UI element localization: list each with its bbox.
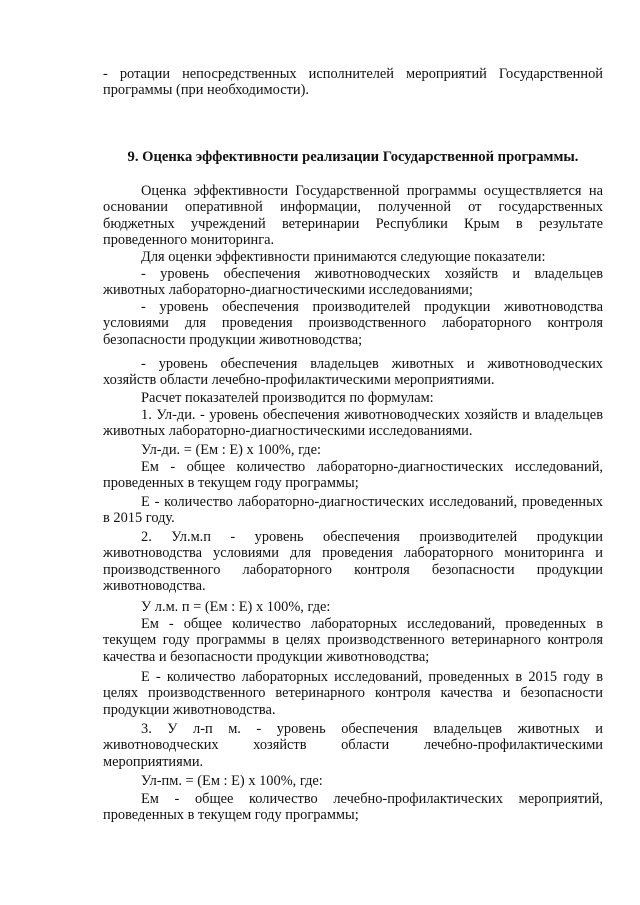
- paragraph-formulas-intro: Расчет показателей производится по формулам:: [141, 390, 434, 406]
- intro-list-item: - ротации непосредственных исполнителей мероприятий Государственной программы (при необходимости).: [103, 66, 603, 99]
- section-heading: 9. Оценка эффективности реализации Государственной программы.: [127, 149, 579, 165]
- formula-2-description: 2. Ул.м.п - уровень обеспечения производителей продукции животноводства условиями для проведения лабораторного мониторинга и производственного лабораторного контроля безопасности продукции животноводства.: [103, 529, 603, 595]
- paragraph-1: Оценка эффективности Государственной программы осуществляется на основании оперативной информации, полученной от государственных бюджетных учреждений ветеринарии Республики Крым в результате проведенного мониторинга.: [103, 183, 603, 249]
- formula-3: Ул-пм. = (Ем : Е) х 100%, где:: [141, 773, 323, 789]
- formula-2-e-definition: Е - количество лабораторных исследований, проведенных в 2015 году в целях производственного ветеринарного контроля качества и безопасности продукции животноводства.: [103, 669, 603, 718]
- formula-2: У л.м. п = (Ем : Е) х 100%, где:: [141, 599, 331, 615]
- indicator-list-item-3: - уровень обеспечения владельцев животных и животноводческих хозяйств области лечебно-профилактическими мероприятиями.: [103, 356, 603, 389]
- formula-3-description: 3. У л-п м. - уровень обеспечения владельцев животных и животноводческих хозяйств области лечебно-профилактическими мероприятиями.: [103, 721, 603, 770]
- indicator-list-item-2: - уровень обеспечения производителей продукции животноводства условиями для проведения производственного лабораторного контроля безопасности продукции животноводства;: [103, 299, 603, 348]
- formula-3-em-definition: Ем - общее количество лечебно-профилактических мероприятий, проведенных в текущем году программы;: [103, 791, 603, 824]
- formula-2-em-definition: Ем - общее количество лабораторных исследований, проведенных в текущем году программы в целях производственного ветеринарного контроля качества и безопасности продукции животноводства;: [103, 616, 603, 665]
- formula-1-description: 1. Ул-ди. - уровень обеспечения животноводческих хозяйств и владельцев животных лабораторно-диагностическими исследованиями.: [103, 407, 603, 440]
- indicator-list-item-1: - уровень обеспечения животноводческих хозяйств и владельцев животных лабораторно-диагностическими исследованиями;: [103, 266, 603, 299]
- formula-1-e-definition: Е - количество лабораторно-диагностических исследований, проведенных в 2015 году.: [103, 494, 603, 527]
- formula-1-em-definition: Ем - общее количество лабораторно-диагностических исследований, проведенных в текущем году программы;: [103, 459, 603, 492]
- formula-1: Ул-ди. = (Ем : Е) х 100%, где:: [141, 442, 321, 458]
- paragraph-2: Для оценки эффективности принимаются следующие показатели:: [141, 249, 546, 265]
